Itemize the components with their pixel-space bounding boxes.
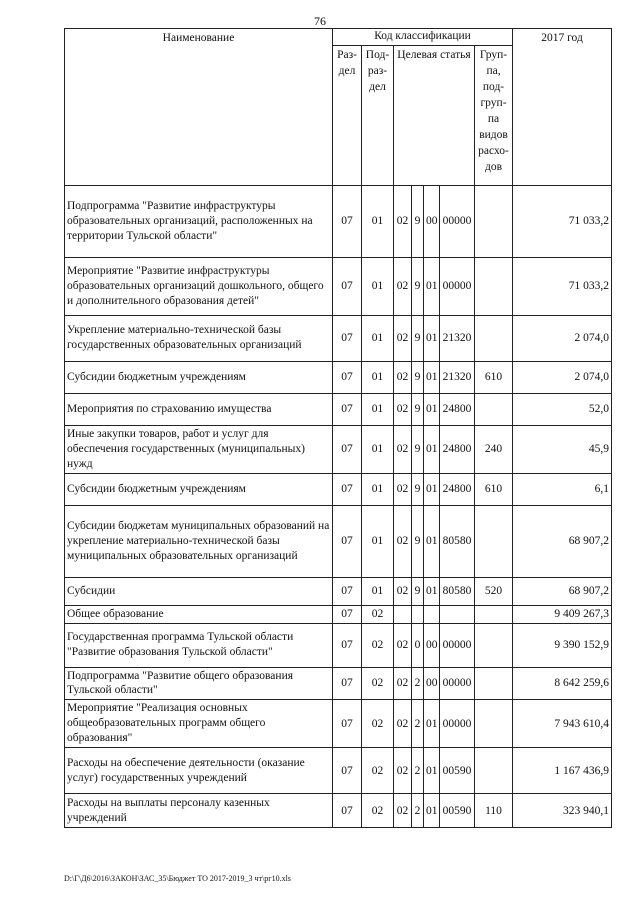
row-name: Государственная программа Тульской области "Развитие образования Тульской области" bbox=[65, 623, 333, 667]
row-target-direction: 00590 bbox=[440, 748, 475, 794]
row-target-direction: 00000 bbox=[440, 185, 475, 257]
row-group: 610 bbox=[475, 361, 513, 393]
row-razdel: 07 bbox=[333, 700, 362, 748]
row-group: 110 bbox=[475, 794, 513, 828]
table-row bbox=[65, 794, 612, 828]
table-row bbox=[65, 473, 612, 505]
row-podrazdel: 02 bbox=[362, 794, 394, 828]
row-razdel: 07 bbox=[333, 425, 362, 473]
table-row bbox=[65, 623, 612, 667]
row-target-subprogram bbox=[412, 605, 424, 623]
row-name: Мероприятие "Реализация основных общеобразовательных программ общего образования" bbox=[65, 700, 333, 748]
row-name: Субсидии bbox=[65, 577, 333, 605]
row-razdel: 07 bbox=[333, 473, 362, 505]
row-target-direction: 00590 bbox=[440, 794, 475, 828]
row-target-direction: 24800 bbox=[440, 473, 475, 505]
row-target-event: 01 bbox=[424, 393, 440, 425]
row-target-direction: 00000 bbox=[440, 257, 475, 315]
row-group bbox=[475, 700, 513, 748]
row-group bbox=[475, 505, 513, 577]
page-number: 76 bbox=[314, 14, 326, 28]
row-target-subprogram: 2 bbox=[412, 667, 424, 700]
row-amount: 68 907,2 bbox=[513, 505, 612, 577]
row-podrazdel: 01 bbox=[362, 577, 394, 605]
row-name: Расходы на выплаты персоналу казенных учреждений bbox=[65, 794, 333, 828]
row-razdel: 07 bbox=[333, 794, 362, 828]
row-target-event: 00 bbox=[424, 623, 440, 667]
row-target-event: 01 bbox=[424, 473, 440, 505]
row-amount: 71 033,2 bbox=[513, 185, 612, 257]
row-target-subprogram: 0 bbox=[412, 623, 424, 667]
row-amount: 2 074,0 bbox=[513, 361, 612, 393]
row-target-subprogram: 9 bbox=[412, 315, 424, 361]
row-target-subprogram: 9 bbox=[412, 577, 424, 605]
row-target-event: 01 bbox=[424, 425, 440, 473]
row-razdel: 07 bbox=[333, 605, 362, 623]
row-amount: 8 642 259,6 bbox=[513, 667, 612, 700]
row-target-subprogram: 9 bbox=[412, 425, 424, 473]
row-amount: 2 074,0 bbox=[513, 315, 612, 361]
row-target-direction: 21320 bbox=[440, 315, 475, 361]
row-group bbox=[475, 185, 513, 257]
row-amount: 6,1 bbox=[513, 473, 612, 505]
row-target-subprogram: 2 bbox=[412, 748, 424, 794]
row-name: Укрепление материально-технической базы государственных образовательных организаций bbox=[65, 315, 333, 361]
row-target-direction: 00000 bbox=[440, 623, 475, 667]
row-podrazdel: 02 bbox=[362, 748, 394, 794]
row-podrazdel: 02 bbox=[362, 623, 394, 667]
header-group: Груп- па, под- груп- па видов расхо- дов bbox=[475, 45, 513, 185]
row-name: Субсидии бюджетам муниципальных образований на укрепление материально-технической базы муниципальных образовательных организаций bbox=[65, 505, 333, 577]
row-target-direction: 80580 bbox=[440, 505, 475, 577]
row-target-subprogram: 9 bbox=[412, 393, 424, 425]
row-target-program: 02 bbox=[394, 361, 412, 393]
row-amount: 45,9 bbox=[513, 425, 612, 473]
table-row bbox=[65, 185, 612, 257]
row-group bbox=[475, 257, 513, 315]
row-razdel: 07 bbox=[333, 667, 362, 700]
row-name: Подпрограмма "Развитие общего образования Тульской области" bbox=[65, 667, 333, 700]
row-target-program: 02 bbox=[394, 393, 412, 425]
row-target-direction: 00000 bbox=[440, 700, 475, 748]
table-row bbox=[65, 700, 612, 748]
row-target-subprogram: 2 bbox=[412, 700, 424, 748]
row-target-event: 01 bbox=[424, 505, 440, 577]
row-podrazdel: 01 bbox=[362, 185, 394, 257]
row-target-event: 01 bbox=[424, 700, 440, 748]
row-amount: 1 167 436,9 bbox=[513, 748, 612, 794]
row-group bbox=[475, 393, 513, 425]
row-group: 520 bbox=[475, 577, 513, 605]
header-razdel: Раз- дел bbox=[333, 45, 362, 185]
row-target-subprogram: 9 bbox=[412, 257, 424, 315]
row-razdel: 07 bbox=[333, 185, 362, 257]
row-target-event: 01 bbox=[424, 577, 440, 605]
row-group bbox=[475, 623, 513, 667]
row-target-direction bbox=[440, 605, 475, 623]
row-amount: 323 940,1 bbox=[513, 794, 612, 828]
row-amount: 9 409 267,3 bbox=[513, 605, 612, 623]
row-target-event: 00 bbox=[424, 667, 440, 700]
row-target-subprogram: 9 bbox=[412, 473, 424, 505]
row-razdel: 07 bbox=[333, 748, 362, 794]
row-target-program: 02 bbox=[394, 315, 412, 361]
row-amount: 9 390 152,9 bbox=[513, 623, 612, 667]
table-row bbox=[65, 361, 612, 393]
row-podrazdel: 01 bbox=[362, 473, 394, 505]
header-target: Целевая статья bbox=[394, 45, 475, 185]
table-row bbox=[65, 315, 612, 361]
row-amount: 52,0 bbox=[513, 393, 612, 425]
header-podrazdel: Под- раз- дел bbox=[362, 45, 394, 185]
row-target-event: 01 bbox=[424, 315, 440, 361]
header-code: Код классификации bbox=[333, 29, 513, 46]
file-path-footer: D:\Г\Д6\2016\ЗАКОН\ЗАС_35\Бюджет ТО 2017-2019_3 чт\рг10.xls bbox=[64, 874, 291, 883]
row-target-event bbox=[424, 605, 440, 623]
row-target-program: 02 bbox=[394, 505, 412, 577]
row-group bbox=[475, 748, 513, 794]
row-group bbox=[475, 667, 513, 700]
row-target-event: 01 bbox=[424, 794, 440, 828]
row-podrazdel: 01 bbox=[362, 315, 394, 361]
row-podrazdel: 01 bbox=[362, 505, 394, 577]
row-razdel: 07 bbox=[333, 257, 362, 315]
table-row bbox=[65, 667, 612, 700]
row-group bbox=[475, 605, 513, 623]
row-target-subprogram: 2 bbox=[412, 794, 424, 828]
row-name: Мероприятие "Развитие инфраструктуры образовательных организаций дошкольного, общего и дополнительного образования детей" bbox=[65, 257, 333, 315]
row-target-event: 01 bbox=[424, 748, 440, 794]
table-row bbox=[65, 605, 612, 623]
row-target-program bbox=[394, 605, 412, 623]
row-razdel: 07 bbox=[333, 361, 362, 393]
row-podrazdel: 02 bbox=[362, 667, 394, 700]
table-row bbox=[65, 577, 612, 605]
row-razdel: 07 bbox=[333, 393, 362, 425]
row-target-program: 02 bbox=[394, 700, 412, 748]
row-group bbox=[475, 315, 513, 361]
row-target-subprogram: 9 bbox=[412, 361, 424, 393]
table-row bbox=[65, 748, 612, 794]
row-podrazdel: 01 bbox=[362, 425, 394, 473]
row-podrazdel: 01 bbox=[362, 361, 394, 393]
row-target-program: 02 bbox=[394, 473, 412, 505]
header-year: 2017 год bbox=[513, 29, 612, 186]
table-row bbox=[65, 505, 612, 577]
row-target-direction: 00000 bbox=[440, 667, 475, 700]
row-target-event: 00 bbox=[424, 185, 440, 257]
row-name: Подпрограмма "Развитие инфраструктуры образовательных организаций, расположенных на территории Тульской области" bbox=[65, 185, 333, 257]
row-razdel: 07 bbox=[333, 577, 362, 605]
row-target-program: 02 bbox=[394, 425, 412, 473]
row-podrazdel: 01 bbox=[362, 393, 394, 425]
row-amount: 71 033,2 bbox=[513, 257, 612, 315]
row-name: Мероприятия по страхованию имущества bbox=[65, 393, 333, 425]
row-target-program: 02 bbox=[394, 185, 412, 257]
table-row bbox=[65, 393, 612, 425]
row-amount: 68 907,2 bbox=[513, 577, 612, 605]
row-target-program: 02 bbox=[394, 667, 412, 700]
row-target-program: 02 bbox=[394, 794, 412, 828]
row-name: Общее образование bbox=[65, 605, 333, 623]
row-target-direction: 24800 bbox=[440, 425, 475, 473]
row-podrazdel: 02 bbox=[362, 700, 394, 748]
row-group: 610 bbox=[475, 473, 513, 505]
budget-table bbox=[64, 28, 612, 828]
row-podrazdel: 02 bbox=[362, 605, 394, 623]
row-target-direction: 24800 bbox=[440, 393, 475, 425]
row-target-program: 02 bbox=[394, 623, 412, 667]
row-target-direction: 21320 bbox=[440, 361, 475, 393]
header-name: Наименование bbox=[65, 29, 333, 186]
row-razdel: 07 bbox=[333, 315, 362, 361]
row-name: Субсидии бюджетным учреждениям bbox=[65, 473, 333, 505]
table-row bbox=[65, 257, 612, 315]
row-target-program: 02 bbox=[394, 257, 412, 315]
row-target-program: 02 bbox=[394, 748, 412, 794]
row-target-event: 01 bbox=[424, 361, 440, 393]
row-razdel: 07 bbox=[333, 623, 362, 667]
row-target-direction: 80580 bbox=[440, 577, 475, 605]
table-body bbox=[65, 185, 612, 827]
row-razdel: 07 bbox=[333, 505, 362, 577]
row-name: Иные закупки товаров, работ и услуг для обеспечения государственных (муниципальных) нужд bbox=[65, 425, 333, 473]
row-podrazdel: 01 bbox=[362, 257, 394, 315]
row-target-event: 01 bbox=[424, 257, 440, 315]
row-target-program: 02 bbox=[394, 577, 412, 605]
row-name: Субсидии бюджетным учреждениям bbox=[65, 361, 333, 393]
row-target-subprogram: 9 bbox=[412, 185, 424, 257]
row-target-subprogram: 9 bbox=[412, 505, 424, 577]
row-group: 240 bbox=[475, 425, 513, 473]
row-name: Расходы на обеспечение деятельности (оказание услуг) государственных учреждений bbox=[65, 748, 333, 794]
table-row bbox=[65, 425, 612, 473]
row-amount: 7 943 610,4 bbox=[513, 700, 612, 748]
